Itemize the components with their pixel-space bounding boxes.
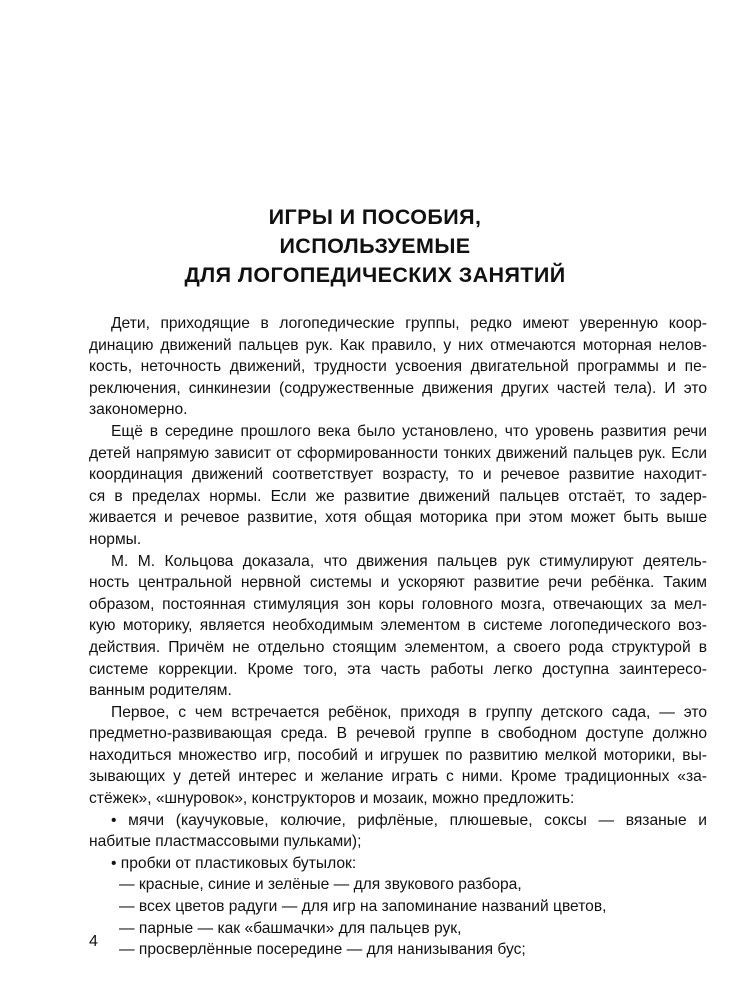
list-item-bottle-caps (89, 853, 707, 961)
text-line: Первое, с чем встречается ребёнок, приходя в группу детского сада, — это (111, 703, 707, 721)
paragraph-3 (89, 551, 707, 702)
list-item-line: набитые пластмассовыми пульками); (89, 833, 362, 851)
text-line: живается и речевое развитие, хотя общая моторика при этом может быть выше (89, 509, 707, 527)
heading-line: ДЛЯ ЛОГОПЕДИЧЕСКИХ ЗАНЯТИЙ (184, 263, 566, 287)
body-text (89, 313, 707, 961)
text-line: предметно-развивающая среда. В речевой группе в свободном доступе должно (89, 725, 707, 743)
text-line: ность центральной нервной системы и ускоряют развитие речи ребёнка. Таким (89, 574, 707, 592)
heading-line: ИСПОЛЬЗУЕМЫЕ (279, 234, 471, 258)
text-line: ся в пределах нормы. Если же развитие движений пальцев отстаёт, то задер- (89, 487, 707, 505)
paragraph-1 (89, 313, 707, 421)
heading-line: ИГРЫ И ПОСОБИЯ, (268, 205, 482, 229)
text-line: нормы. (89, 530, 142, 548)
list-item-balls (89, 810, 707, 853)
paragraph-4 (89, 702, 707, 810)
text-line: действия. Причём не отдельно стоящим элементом, а своего рода структурой в (89, 638, 707, 656)
text-line: М. М. Кольцова доказала, что движения пальцев рук стимулируют деятель- (111, 552, 707, 570)
text-line: стёжек», «шнуровок», конструкторов и мозаик, можно предложить: (89, 790, 575, 808)
text-line: координация движений соответствует возрасту, то и речевое развитие находит- (89, 466, 707, 484)
text-line: образом, постоянная стимуляция зон коры головного мозга, отвечающих за мел- (89, 595, 707, 613)
sub-list-item: — парные — как «башмачки» для пальцев рук, (119, 919, 462, 937)
text-line: Дети, приходящие в логопедические группы, редко имеют уверенную коор- (111, 315, 707, 332)
text-line: детей напрямую зависит от сформированности тонких движений пальцев рук. Если (89, 444, 707, 462)
text-line: Ещё в середине прошлого века было установлено, что уровень развития речи (111, 422, 707, 440)
text-line: зывающих у детей интерес и желание играть с ними. Кроме традиционных «за- (89, 768, 707, 786)
text-line: кую моторику, является необходимым элементом в системе логопедического воз- (89, 617, 707, 635)
paragraph-2 (89, 421, 707, 551)
text-line: реключения, синкинезии (содружественные движения других частей тела). И это (89, 379, 707, 397)
sub-list-item: — всех цветов радуги — для игр на запоминание названий цветов, (119, 898, 607, 916)
text-line: находиться множество игр, пособий и игрушек по развитию мелкой моторики, вы- (89, 746, 707, 764)
page-number: 4 (89, 933, 98, 950)
text-line: динацию движений пальцев рук. Как правило, у них отмечаются моторная нелов- (89, 336, 707, 354)
text-line: закономерно. (89, 401, 188, 419)
text-line: кость, неточность движений, трудности усвоения двигательной программы и пе- (89, 358, 707, 376)
text-line: ванным родителям. (89, 682, 232, 700)
sub-list-item: — красные, синие и зелёные — для звукового разбора, (119, 876, 522, 894)
list-item-line: • пробки от пластиковых бутылок: (111, 854, 357, 872)
text-line: системе коррекции. Кроме того, эта часть работы легко доступна заинтересо- (89, 660, 707, 678)
sub-list-item: — просверлённые посередине — для нанизывания бус; (119, 941, 526, 959)
list-item-line: • мячи (каучуковые, колючие, рифлёные, плюшевые, соксы — вязаные и (111, 811, 707, 829)
chapter-heading (90, 203, 660, 290)
